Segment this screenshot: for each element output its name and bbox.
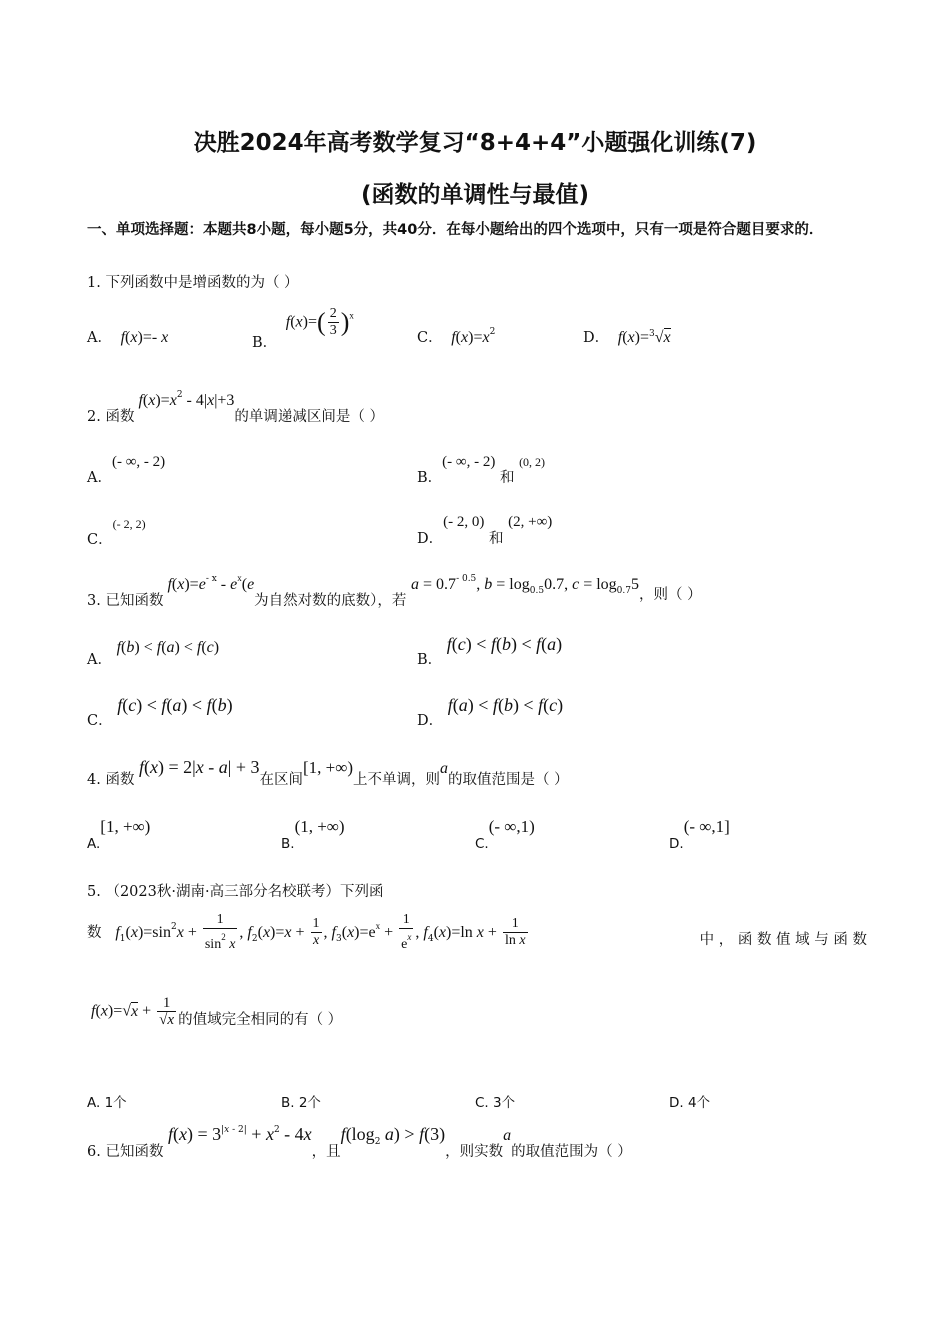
q1-option-c-formula: f xyxy=(447,329,456,346)
q4-option-a-formula: [1, +∞) xyxy=(100,817,151,836)
section-heading: 一、单项选择题：本题共8小题，每小题5分，共40分．在每小题给出的四个选项中，只有一项是符合题目要求的． xyxy=(87,222,824,238)
q2-formula: f xyxy=(134,392,143,409)
q5-reference-function: f xyxy=(87,1002,96,1020)
q3-option-b-formula: f xyxy=(446,634,452,654)
q5-option-a[interactable]: A. 1个 xyxy=(87,1095,127,1111)
q5-function-list: $f_1(x)=\sin^2x$ + $\frac{1}{\sin^2 x}$ , $f_2(x)=x$ + $\frac{1}{x}$ , $f_3(x)=e^x$ + $\frac{1}{e^x}$ , $f_4(x)=\ln$ x + $\frac{1}{\text{ln x}}$ xyxy=(115,912,526,952)
question-1-stem: 1. 下列函数中是增函数的为（ ） xyxy=(87,275,299,291)
q5-option-b[interactable]: B. 2个 xyxy=(281,1095,321,1111)
q1-option-d-formula: f xyxy=(613,329,623,346)
document-title: 决胜2024年高考数学复习“8+4+4”小题强化训练(7) xyxy=(193,130,757,156)
q2-option-b-formula-2: (0, 2) xyxy=(519,455,546,469)
q3-constants: a xyxy=(411,576,420,593)
question-5-stem-line1: 5. （2023秋·湖南·高三部分名校联考）下列函 xyxy=(87,884,384,900)
question-2-stem: 2. 函数 $f(x)=x^2 - 4|x|+3$的单调递减区间是（ ） xyxy=(87,390,385,425)
question-3-stem: 3. 已知函数 $f(x)=e^{- x} - e^x(e$为自然对数的底数），若 $a = 0.7^{- 0.5}$, $b = \log_{0.5}0.7$, $c = \log_{0.7}5$，则（ ） xyxy=(87,573,702,609)
q2-option-c[interactable]: C．(- 2, 2) xyxy=(87,517,146,548)
q1-option-c[interactable]: C． $f(x)=x^2$ xyxy=(417,327,496,346)
q3-option-a-formula: f xyxy=(116,639,122,656)
q3-option-a[interactable]: A． f(b) < f(a) < f(c) xyxy=(87,639,220,668)
q1-option-a[interactable]: A． f(x)=- x xyxy=(87,329,169,346)
q4-option-b[interactable]: B.(1, +∞) xyxy=(281,817,345,852)
q4-option-d-formula: (- ∞,1] xyxy=(683,817,730,836)
q3-option-d-formula: f xyxy=(447,695,453,715)
document-subtitle: (函数的单调性与最值) xyxy=(360,182,590,208)
q4-option-b-formula: (1, +∞) xyxy=(294,817,345,836)
q3-option-b[interactable]: B． f(c) < f(b) < f(a) xyxy=(417,634,563,668)
q3-option-d[interactable]: D． f(a) < f(b) < f(c) xyxy=(417,695,564,729)
q2-option-d-formula-2: (2, +∞) xyxy=(508,514,553,530)
q4-interval: [1, +∞) xyxy=(302,758,354,777)
q1-option-d[interactable]: D． f(x)=$^3$√x xyxy=(583,329,671,346)
q6-variable-a: a xyxy=(503,1127,512,1144)
question-5-stem-line3: f(x)=√x + $\frac{1}{√x}$ 的值域完全相同的有（ ） xyxy=(87,995,343,1028)
q1-option-b-formula: f xyxy=(281,313,291,331)
q2-option-a-formula: (- ∞, - 2) xyxy=(111,454,166,470)
q4-option-d[interactable]: D.(- ∞,1] xyxy=(669,817,730,852)
q5-option-d[interactable]: D. 4个 xyxy=(669,1095,711,1111)
q3-option-c-formula: f xyxy=(117,695,123,715)
q2-option-b-formula-1: (- ∞, - 2) xyxy=(442,454,496,470)
q4-option-c[interactable]: C.(- ∞,1) xyxy=(475,817,535,852)
q2-option-d[interactable]: D．(- 2, 0) 和 (2, +∞) xyxy=(417,514,553,547)
q2-option-a[interactable]: A．(- ∞, - 2) xyxy=(87,454,166,486)
q6-condition: f xyxy=(340,1124,346,1144)
q2-option-b[interactable]: B．(- ∞, - 2) 和 (0, 2) xyxy=(417,454,546,486)
q2-option-d-formula-1: (- 2, 0) xyxy=(443,514,485,530)
q4-option-a[interactable]: A.[1, +∞) xyxy=(87,817,151,852)
q4-option-c-formula: (- ∞,1) xyxy=(488,817,535,836)
q3-option-c[interactable]: C． f(c) < f(a) < f(b) xyxy=(87,695,233,729)
q5-option-c[interactable]: C. 3个 xyxy=(475,1095,516,1111)
q1-option-a-formula: f xyxy=(116,329,126,346)
question-6-stem: 6. 已知函数 $f(x) = 3^{|x - 2|} + x^2 - 4x$，且$f(\log_2$ a) > f(3)，则实数a的取值范围为（ ） xyxy=(87,1124,632,1160)
q1-option-b[interactable]: B． f(x)=( $\frac{2}{3}$ )$^x$ xyxy=(252,306,354,351)
q3-formula: f xyxy=(163,576,172,593)
q4-variable-a: a xyxy=(440,760,449,777)
question-5-stem-line2: 数 $f_1(x)=\sin^2x$ + $\frac{1}{\sin^2 x}$ , $f_2(x)=x$ + $\frac{1}{x}$ , $f_3(x)=e^x$ + $\frac{1}{e^x}$ , $f_4(x)=\ln$ x + $\frac{1}{\text{ln x}}$ 中 ， 函 数 值 域 与 函 数 xyxy=(87,912,867,952)
q4-formula: f xyxy=(134,757,144,777)
q2-option-c-formula: (- 2, 2) xyxy=(112,517,146,531)
question-4-stem: 4. 函数 f(x) = 2|x - a| + 3在区间[1, +∞)上不单调，则a的取值范围是（ ） xyxy=(87,757,569,788)
q6-formula: f xyxy=(163,1124,173,1144)
